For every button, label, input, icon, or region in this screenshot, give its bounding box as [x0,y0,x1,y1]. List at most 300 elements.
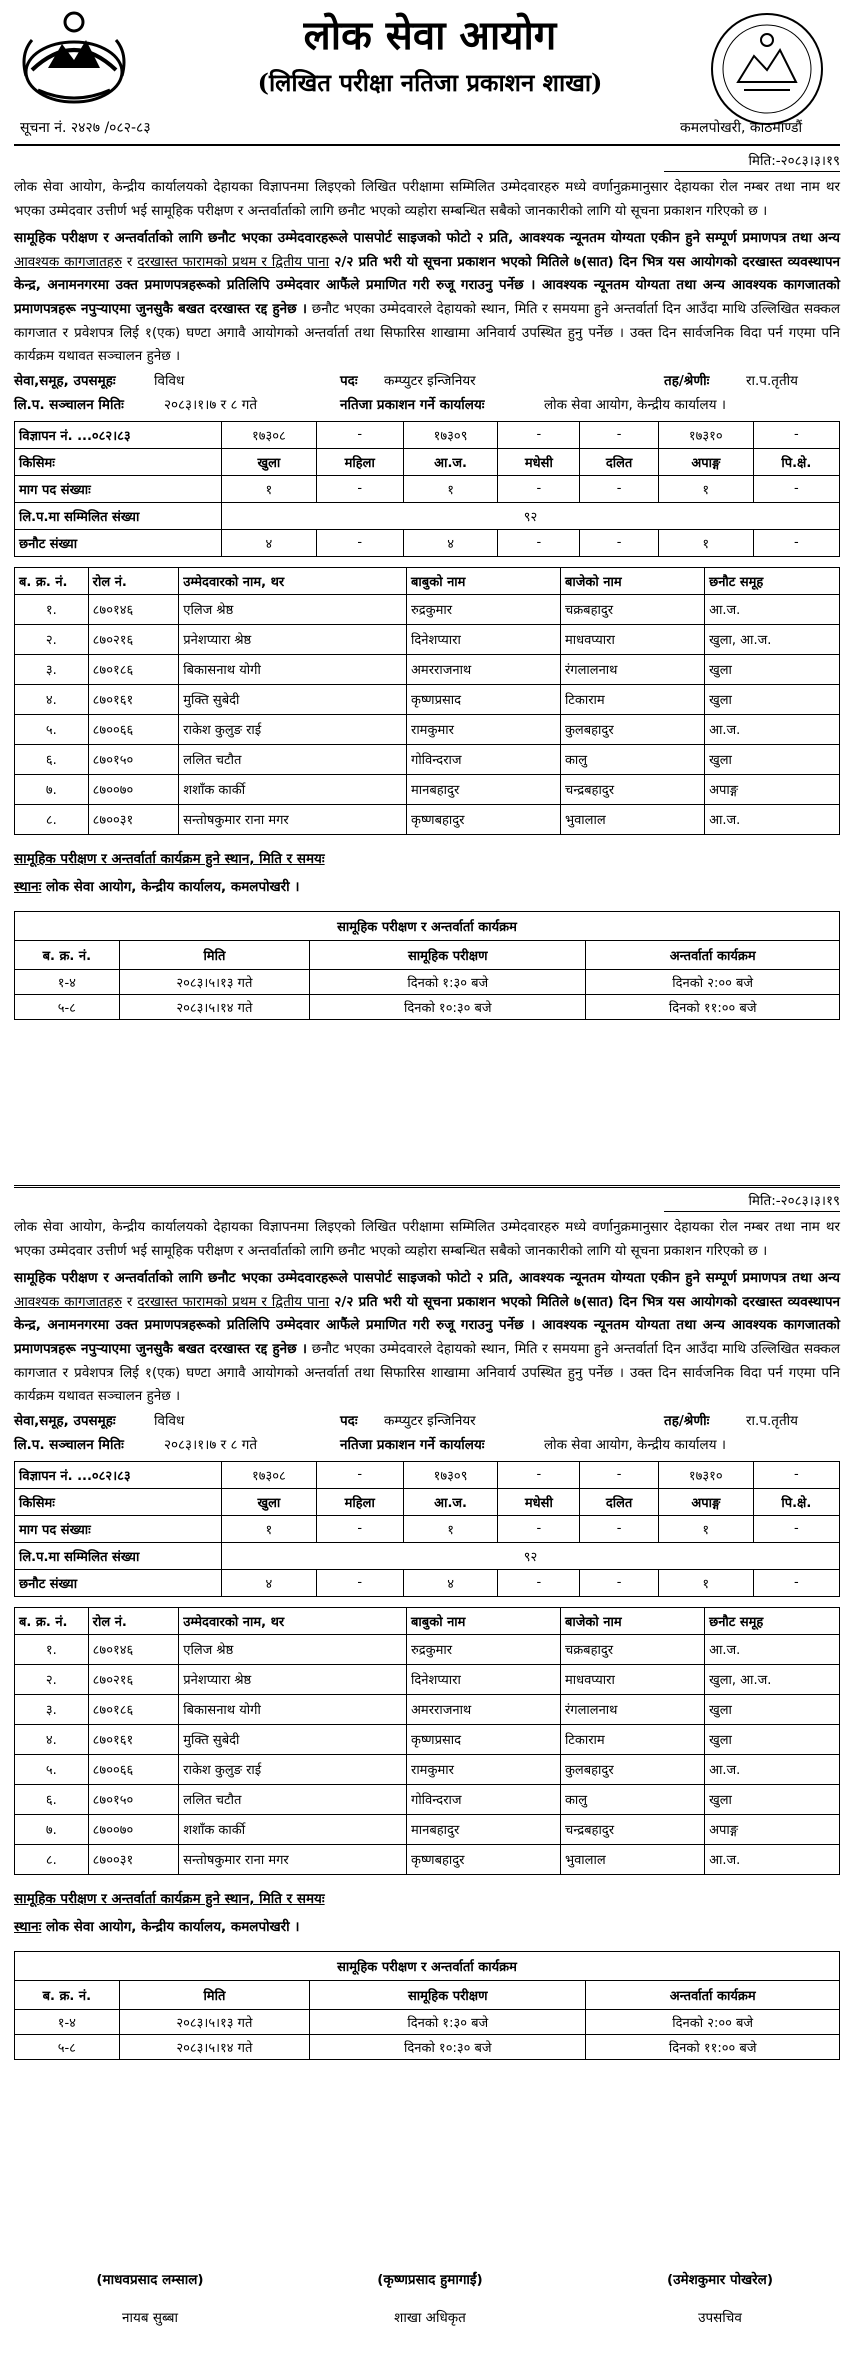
level-value: रा.प.तृतीय [746,372,798,389]
table-cell: आ.ज. [705,714,840,744]
venue-label: स्थानः [14,878,42,895]
table-cell: - [498,1515,580,1542]
table-cell: किसिमः [15,1488,222,1515]
table-cell: अमरराजनाथ [407,654,561,684]
quota-type-row [15,1488,840,1515]
table-cell: ४ [222,1569,317,1596]
table-cell: - [498,421,580,448]
table-cell: - [580,529,659,556]
table-cell: १ [403,1515,498,1542]
instructions-paragraph [14,227,840,369]
table-cell: एलिज श्रेष्ठ [179,1634,407,1664]
service-value: विविध [154,1412,185,1429]
table-cell: खुला, आ.ज. [705,624,840,654]
table-cell: माग पद संख्याः [15,1515,222,1542]
table-cell: २०८३।५।१४ गते [119,2034,310,2059]
table-row [15,1634,840,1664]
table-cell: राकेश कुलुङ राई [179,714,407,744]
table-cell: अपाङ्ग [705,1814,840,1844]
table-row [15,774,840,804]
notice-date [14,150,840,172]
level-value: रा.प.तृतीय [746,1412,798,1429]
intro-paragraph: लोक सेवा आयोग, केन्द्रीय कार्यालयको देहायका विज्ञापनमा लिइएको लिखित परीक्षामा सम्मिलित उम्मेदवारहरु मध्ये वर्णानुक्रमानुसार देहायका रोल नम्बर तथा नाम थर भएका उम्मेदवार उत्तीर्ण भई सामूहिक परीक्षण र अन्तर्वार्ताको लागि छनौट भएको व्यहोरा सम्बन्धित सबैको जानकारीको लागि यो सूचना प्रकाशन गरिएको छ । [14,179,840,219]
table-row [15,1844,840,1874]
table-row [15,1754,840,1784]
table-cell: आ.ज. [705,594,840,624]
instructions-rest: छनौट भएका उम्मेदवारले देहायको स्थान, मिति र समयमा हुने अन्तर्वार्ता दिन आउँदा माथि उल्लिखित सक्कल कागजात र प्रवेशपत्र लिई १(एक) घण्टा अगावै आयोगको अन्तर्वार्ता तथा सिफारिस शाखामा अनिवार्य उपस्थित हुनु पर्नेछ । उक्त दिन सार्वजनिक विदा पर्न गएमा पनि कार्यक्रम यथावत सञ्चालन हुनेछ । [14,1340,841,1405]
table-cell: शशाँक कार्की [179,1814,407,1844]
column-header: बाजेको नाम [560,1607,704,1634]
table-cell: कालु [560,1784,704,1814]
selected-count-row [15,529,840,556]
column-header: ब. क्र. नं. [15,1980,120,2009]
table-cell: रामकुमार [407,714,561,744]
level-label: तह/श्रेणीः [664,372,710,389]
instructions-join: र [122,253,138,270]
table-cell: - [753,1515,839,1542]
table-cell: कुलबहादुर [560,1754,704,1784]
exam-date-label: लि.प. सञ्चालन मितिः [14,396,124,413]
table-cell: कालु [560,744,704,774]
demand-row [15,1515,840,1542]
exam-info-row [14,1433,840,1457]
table-cell: ८७०१६१ [88,684,179,714]
table-cell: दिनेशप्यारा [407,1664,561,1694]
column-header: सामूहिक परीक्षण [310,1980,586,2009]
table-cell: चक्रबहादुर [560,594,704,624]
table-cell: ६. [15,1784,89,1814]
table-cell: १७३०८ [222,421,317,448]
table-cell: ८७०१६१ [88,1724,179,1754]
table-cell: रंगलालनाथ [560,1694,704,1724]
table-cell: १-४ [15,2009,120,2034]
table-cell: दिनको १०:३० बजे [310,2034,586,2059]
table-cell: ४. [15,1724,89,1754]
office-address: कमलपोखरी, काठमाण्डौं [680,120,803,136]
date-text: मिति:-२०८३।३।१९ [748,1193,840,1209]
column-header: अन्तर्वार्ता कार्यक्रम [586,940,840,969]
table-cell: कृष्णबहादुर [407,1844,561,1874]
table-cell: राकेश कुलुङ राई [179,1754,407,1784]
table-cell: माधवप्यारा [560,1664,704,1694]
table-cell: बिकासनाथ योगी [179,654,407,684]
venue-line [14,877,840,901]
table-row [15,714,840,744]
table-cell: प्रनेशप्यारा श्रेष्ठ [179,624,407,654]
office-label: नतिजा प्रकाशन गर्ने कार्यालयः [340,396,485,413]
table-cell: विज्ञापन नं. ...०८२।८३ [15,421,222,448]
table-cell: १७३०९ [403,1461,498,1488]
instructions-bold-b: २/२ प्रति भरी यो सूचना प्रकाशन भएको मितिले ७(सात) दिन भित्र यस आयोगको दरखास्त व्यवस्थापन केन्द्र, अनामनगरमा उक्त प्रमाणपत्रहरूको प्रतिलिपि उम्मेदवार आफैंले प्रमाणित गरी रुजू गराउनु पर्नेछ । आवश्यक न्यूनतम योग्यता तथा अन्य आवश्यक कागजातको प्रमाणपत्रहरू नपुऱ्याएमा जुनसुकै बखत दरखास्त रद्द हुनेछ । [14,1293,841,1357]
table-cell: १७३१० [658,1461,753,1488]
table-cell: एलिज श्रेष्ठ [179,594,407,624]
table-cell: - [580,1569,659,1596]
quota-type-row [15,448,840,475]
table-cell: मानबहादुर [407,1814,561,1844]
table-row [15,1784,840,1814]
table-cell: गोविन्दराज [407,744,561,774]
table-cell: भुवालाल [560,804,704,834]
table-cell: आ.ज. [705,1634,840,1664]
signatory-3 [610,2270,830,2326]
table-cell: - [316,1569,403,1596]
table-cell: - [580,1515,659,1542]
post-value: कम्प्युटर इन्जिनियर [384,372,476,389]
table-cell: - [753,421,839,448]
office-value: लोक सेवा आयोग, केन्द्रीय कार्यालय । [544,396,726,413]
schedule-title: सामूहिक परीक्षण र अन्तर्वार्ता कार्यक्रम [15,911,840,940]
table-cell: खुला [705,684,840,714]
column-header: मिति [119,940,310,969]
table-cell: १-४ [15,969,120,994]
table-cell: ८७००३१ [88,1844,179,1874]
table-cell: आ.ज. [705,804,840,834]
table-cell: २०८३।५।१३ गते [119,969,310,994]
table-cell: महिला [316,448,403,475]
table-cell: माधवप्यारा [560,624,704,654]
table-cell: खुला [705,1724,840,1754]
column-header: बाबुको नाम [407,1607,561,1634]
table-cell: १ [222,1515,317,1542]
table-cell: किसिमः [15,448,222,475]
table-cell: ८७०१४६ [88,594,179,624]
table-cell: ८. [15,1844,89,1874]
table-cell: ८७०१८६ [88,1694,179,1724]
table-cell: - [316,1461,403,1488]
column-header: सामूहिक परीक्षण [310,940,586,969]
table-cell: आ.ज. [403,448,498,475]
table-cell: खुला [705,1784,840,1814]
signatory-post: नायब सुब्बा [122,2310,178,2326]
schedule-table [14,911,840,1020]
table-cell: दिनको १०:३० बजे [310,994,586,1019]
table-cell: चन्द्रबहादुर [560,774,704,804]
table-cell: - [580,475,659,502]
table-cell: ललित चटौत [179,744,407,774]
venue-heading: सामूहिक परीक्षण र अन्तर्वार्ता कार्यक्रम हुने स्थान, मिति र समयः [14,850,325,867]
result-notice [14,1190,840,2060]
date-text: मिति:-२०८३।३।१९ [748,153,840,169]
intro-paragraph: लोक सेवा आयोग, केन्द्रीय कार्यालयको देहायका विज्ञापनमा लिइएको लिखित परीक्षामा सम्मिलित उम्मेदवारहरु मध्ये वर्णानुक्रमानुसार देहायका रोल नम्बर तथा नाम थर भएका उम्मेदवार उत्तीर्ण भई सामूहिक परीक्षण र अन्तर्वार्ताको लागि छनौट भएको व्यहोरा सम्बन्धित सबैको जानकारीको लागि यो सूचना प्रकाशन गरिएको छ । [14,1219,840,1259]
table-row [15,994,840,1019]
table-cell: पि.क्षे. [753,1488,839,1515]
table-cell: - [753,1569,839,1596]
signatory-name: (माधवप्रसाद लम्साल) [96,2272,204,2288]
venue-line [14,1917,840,1941]
table-cell: १ [658,529,753,556]
venue-value: लोक सेवा आयोग, केन्द्रीय कार्यालय, कमलपोखरी । [41,1918,300,1935]
signatory-1 [40,2270,260,2326]
candidate-header-row [15,567,840,594]
table-cell: खुला [705,1694,840,1724]
column-header: ब. क्र. नं. [15,567,89,594]
table-cell: चन्द्रबहादुर [560,1814,704,1844]
table-cell: मुक्ति सुबेदी [179,1724,407,1754]
table-cell: रामकुमार [407,1754,561,1784]
table-cell: मधेसी [498,1488,580,1515]
table-cell: २. [15,624,89,654]
date-underline [664,1211,840,1212]
table-cell: २. [15,1664,89,1694]
notice-date [14,1190,840,1212]
table-cell: १ [658,1569,753,1596]
table-cell: ८७००७० [88,1814,179,1844]
table-cell: ५-८ [15,994,120,1019]
table-cell: १ [222,475,317,502]
table-cell: आ.ज. [705,1754,840,1784]
table-cell: - [498,475,580,502]
letterhead [0,0,857,150]
table-cell: ४ [403,529,498,556]
table-cell: ललित चटौत [179,1784,407,1814]
table-cell: लि.प.मा सम्मिलित संख्या [15,502,222,529]
table-cell: मानबहादुर [407,774,561,804]
table-cell: रुद्रकुमार [407,594,561,624]
table-cell: अपाङ्ग [658,448,753,475]
table-cell: अपाङ्ग [705,774,840,804]
schedule-header-row [15,940,840,969]
table-cell: रंगलालनाथ [560,654,704,684]
table-cell: ४ [403,1569,498,1596]
table-cell: मधेसी [498,448,580,475]
service-label: सेवा,समूह, उपसमूहः [14,372,116,389]
nepal-emblem-icon [18,10,130,108]
table-cell: अपाङ्ग [658,1488,753,1515]
table-cell: ५. [15,1754,89,1784]
table-cell: दिनेशप्यारा [407,624,561,654]
table-cell: खुला, आ.ज. [705,1664,840,1694]
candidate-header-row [15,1607,840,1634]
post-value: कम्प्युटर इन्जिनियर [384,1412,476,1429]
instructions-rest: छनौट भएका उम्मेदवारले देहायको स्थान, मिति र समयमा हुने अन्तर्वार्ता दिन आउँदा माथि उल्लिखित सक्कल कागजात र प्रवेशपत्र लिई १(एक) घण्टा अगावै आयोगको अन्तर्वार्ता तथा सिफारिस शाखामा अनिवार्य उपस्थित हुनु पर्नेछ । उक्त दिन सार्वजनिक विदा पर्न गएमा पनि कार्यक्रम यथावत सञ्चालन हुनेछ । [14,300,841,365]
table-cell: ८७०१५० [88,1784,179,1814]
table-cell: आ.ज. [403,1488,498,1515]
venue-value: लोक सेवा आयोग, केन्द्रीय कार्यालय, कमलपोखरी । [41,878,300,895]
table-cell: कृष्णप्रसाद [407,684,561,714]
table-cell: १७३१० [658,421,753,448]
table-cell: - [498,1569,580,1596]
psc-logo-icon [708,10,826,128]
level-label: तह/श्रेणीः [664,1412,710,1429]
column-header: बाबुको नाम [407,567,561,594]
post-label: पदः [340,1412,358,1429]
table-cell: - [316,421,403,448]
service-info-row [14,369,840,393]
table-row [15,1694,840,1724]
service-value: विविध [154,372,185,389]
participants-row [15,502,840,529]
table-cell: टिकाराम [560,1724,704,1754]
column-header: ब. क्र. नं. [15,940,120,969]
selected-count-row [15,1569,840,1596]
table-cell: ३. [15,1694,89,1724]
table-cell: १ [403,475,498,502]
table-cell: चक्रबहादुर [560,1634,704,1664]
table-cell: सन्तोषकुमार राना मगर [179,1844,407,1874]
table-cell: - [753,1461,839,1488]
table-cell: छनौट संख्या [15,529,222,556]
advertisement-row [15,421,840,448]
table-cell: सन्तोषकुमार राना मगर [179,804,407,834]
table-cell: ५. [15,714,89,744]
table-cell: छनौट संख्या [15,1569,222,1596]
table-cell: ७. [15,774,89,804]
column-header: रोल नं. [88,567,179,594]
table-cell: ८७०१८६ [88,654,179,684]
exam-date-value: २०८३।१।७ र ८ गते [164,1436,258,1453]
column-header: रोल नं. [88,1607,179,1634]
advertisement-table [14,1461,840,1597]
table-cell: - [316,1515,403,1542]
signatory-post: उपसचिव [698,2310,742,2326]
table-cell: टिकाराम [560,684,704,714]
table-cell: ८७०२१६ [88,624,179,654]
table-cell: खुला [705,654,840,684]
table-cell: खुला [222,1488,317,1515]
table-cell: दिनको ११:०० बजे [586,994,840,1019]
signatory-name: (उमेशकुमार पोखरेल) [666,2272,774,2288]
table-cell: ८७०२१६ [88,1664,179,1694]
branch-subtitle: (लिखित परीक्षा नतिजा प्रकाशन शाखा) [257,68,603,97]
table-row [15,1814,840,1844]
table-cell: पि.क्षे. [753,448,839,475]
table-cell: १. [15,1634,89,1664]
table-cell: दिनको २:०० बजे [586,969,840,994]
instructions-bold-b: २/२ प्रति भरी यो सूचना प्रकाशन भएको मितिले ७(सात) दिन भित्र यस आयोगको दरखास्त व्यवस्थापन केन्द्र, अनामनगरमा उक्त प्रमाणपत्रहरूको प्रतिलिपि उम्मेदवार आफैंले प्रमाणित गरी रुजू गराउनु पर्नेछ । आवश्यक न्यूनतम योग्यता तथा अन्य आवश्यक कागजातको प्रमाणपत्रहरू नपुऱ्याएमा जुनसुकै बखत दरखास्त रद्द हुनेछ । [14,253,841,317]
advertisement-table [14,421,840,557]
table-cell: ८७०१४६ [88,1634,179,1664]
table-cell: विज्ञापन नं. ...०८२।८३ [15,1461,222,1488]
table-cell: १७३०८ [222,1461,317,1488]
documents-link[interactable]: आवश्यक कागजातहरु [14,1293,123,1310]
table-row [15,804,840,834]
table-cell: माग पद संख्याः [15,475,222,502]
table-cell: बिकासनाथ योगी [179,1694,407,1724]
table-cell: भुवालाल [560,1844,704,1874]
table-cell: १ [658,1515,753,1542]
column-header: छनौट समूह [705,567,840,594]
table-cell: शशाँक कार्की [179,774,407,804]
exam-date-value: २०८३।१।७ र ८ गते [164,396,258,413]
table-cell: ८७००७० [88,774,179,804]
table-cell: ५-८ [15,2034,120,2059]
table-cell: कृष्णप्रसाद [407,1724,561,1754]
table-cell: ८७००३१ [88,804,179,834]
table-cell: दलित [580,1488,659,1515]
table-cell: दिनको ११:०० बजे [586,2034,840,2059]
table-cell: आ.ज. [705,1844,840,1874]
table-cell: - [498,1461,580,1488]
schedule-title: सामूहिक परीक्षण र अन्तर्वार्ता कार्यक्रम [15,1951,840,1980]
table-cell: ८. [15,804,89,834]
advertisement-row [15,1461,840,1488]
table-cell: दिनको १:३० बजे [310,2009,586,2034]
signatory-post: शाखा अधिकृत [394,2310,466,2326]
column-header: उम्मेदवारको नाम, थर [179,1607,407,1634]
column-header: मिति [119,1980,310,2009]
table-cell: अमरराजनाथ [407,1694,561,1724]
table-row [15,969,840,994]
table-cell: १. [15,594,89,624]
column-header: अन्तर्वार्ता कार्यक्रम [586,1980,840,2009]
candidate-table [14,567,840,835]
schedule-header-row [15,1980,840,2009]
documents-link[interactable]: आवश्यक कागजातहरु [14,253,123,270]
signature-block [0,2270,857,2350]
table-cell: - [316,475,403,502]
table-cell: गोविन्दराज [407,1784,561,1814]
participants-count: ९२ [222,502,840,529]
post-label: पदः [340,372,358,389]
application-form-link[interactable]: दरखास्त फारामको प्रथम र द्वितीय पाना [137,253,330,270]
signatory-name: (कृष्णप्रसाद हुमागाईं) [377,2272,483,2288]
exam-date-label: लि.प. सञ्चालन मितिः [14,1436,124,1453]
schedule-title-row [15,911,840,940]
result-notice [14,150,840,1020]
table-cell: ६. [15,744,89,774]
table-cell: कृष्णबहादुर [407,804,561,834]
table-cell: - [753,475,839,502]
table-row [15,744,840,774]
table-row [15,594,840,624]
table-row [15,2034,840,2059]
column-header: छनौट समूह [705,1607,840,1634]
table-cell: २०८३।५।१३ गते [119,2009,310,2034]
table-cell: २०८३।५।१४ गते [119,994,310,1019]
table-cell: ८७०१५० [88,744,179,774]
table-cell: - [580,421,659,448]
header-rule [14,144,840,146]
table-cell: लि.प.मा सम्मिलित संख्या [15,1542,222,1569]
venue-heading: सामूहिक परीक्षण र अन्तर्वार्ता कार्यक्रम हुने स्थान, मिति र समयः [14,1890,325,1907]
table-cell: ८७००६६ [88,714,179,744]
table-cell: प्रनेशप्यारा श्रेष्ठ [179,1664,407,1694]
table-cell: रुद्रकुमार [407,1634,561,1664]
participants-count: ९२ [222,1542,840,1569]
venue-label: स्थानः [14,1918,42,1935]
participants-row [15,1542,840,1569]
instructions-bold-a: सामूहिक परीक्षण र अन्तर्वार्ताको लागि छनौट भएका उम्मेदवारहरूले पासपोर्ट साइजको फोटो २ प्रति, आवश्यक न्यूनतम योग्यता एकीन हुने सम्पूर्ण प्रमाणपत्र तथा अन्य [14,230,840,247]
column-header: बाजेको नाम [560,567,704,594]
schedule-title-row [15,1951,840,1980]
table-cell: ७. [15,1814,89,1844]
service-label: सेवा,समूह, उपसमूहः [14,1412,116,1429]
schedule-table [14,1951,840,2060]
instructions-bold-a: सामूहिक परीक्षण र अन्तर्वार्ताको लागि छनौट भएका उम्मेदवारहरूले पासपोर्ट साइजको फोटो २ प्रति, आवश्यक न्यूनतम योग्यता एकीन हुने सम्पूर्ण प्रमाणपत्र तथा अन्य [14,1270,840,1287]
column-header: उम्मेदवारको नाम, थर [179,567,407,594]
application-form-link[interactable]: दरखास्त फारामको प्रथम र द्वितीय पाना [137,1293,330,1310]
table-cell: कुलबहादुर [560,714,704,744]
table-row [15,624,840,654]
service-info-row [14,1409,840,1433]
table-cell: दिनको २:०० बजे [586,2009,840,2034]
table-cell: दिनको १:३० बजे [310,969,586,994]
section-separator [14,1185,840,1188]
demand-row [15,475,840,502]
column-header: ब. क्र. नं. [15,1607,89,1634]
table-cell: १ [658,475,753,502]
table-row [15,654,840,684]
table-cell: ८७००६६ [88,1754,179,1784]
table-row [15,1724,840,1754]
table-cell: ४. [15,684,89,714]
table-cell: खुला [705,744,840,774]
exam-info-row [14,393,840,417]
table-cell: - [753,529,839,556]
table-cell: - [498,529,580,556]
table-cell: - [316,529,403,556]
table-cell: ४ [222,529,317,556]
